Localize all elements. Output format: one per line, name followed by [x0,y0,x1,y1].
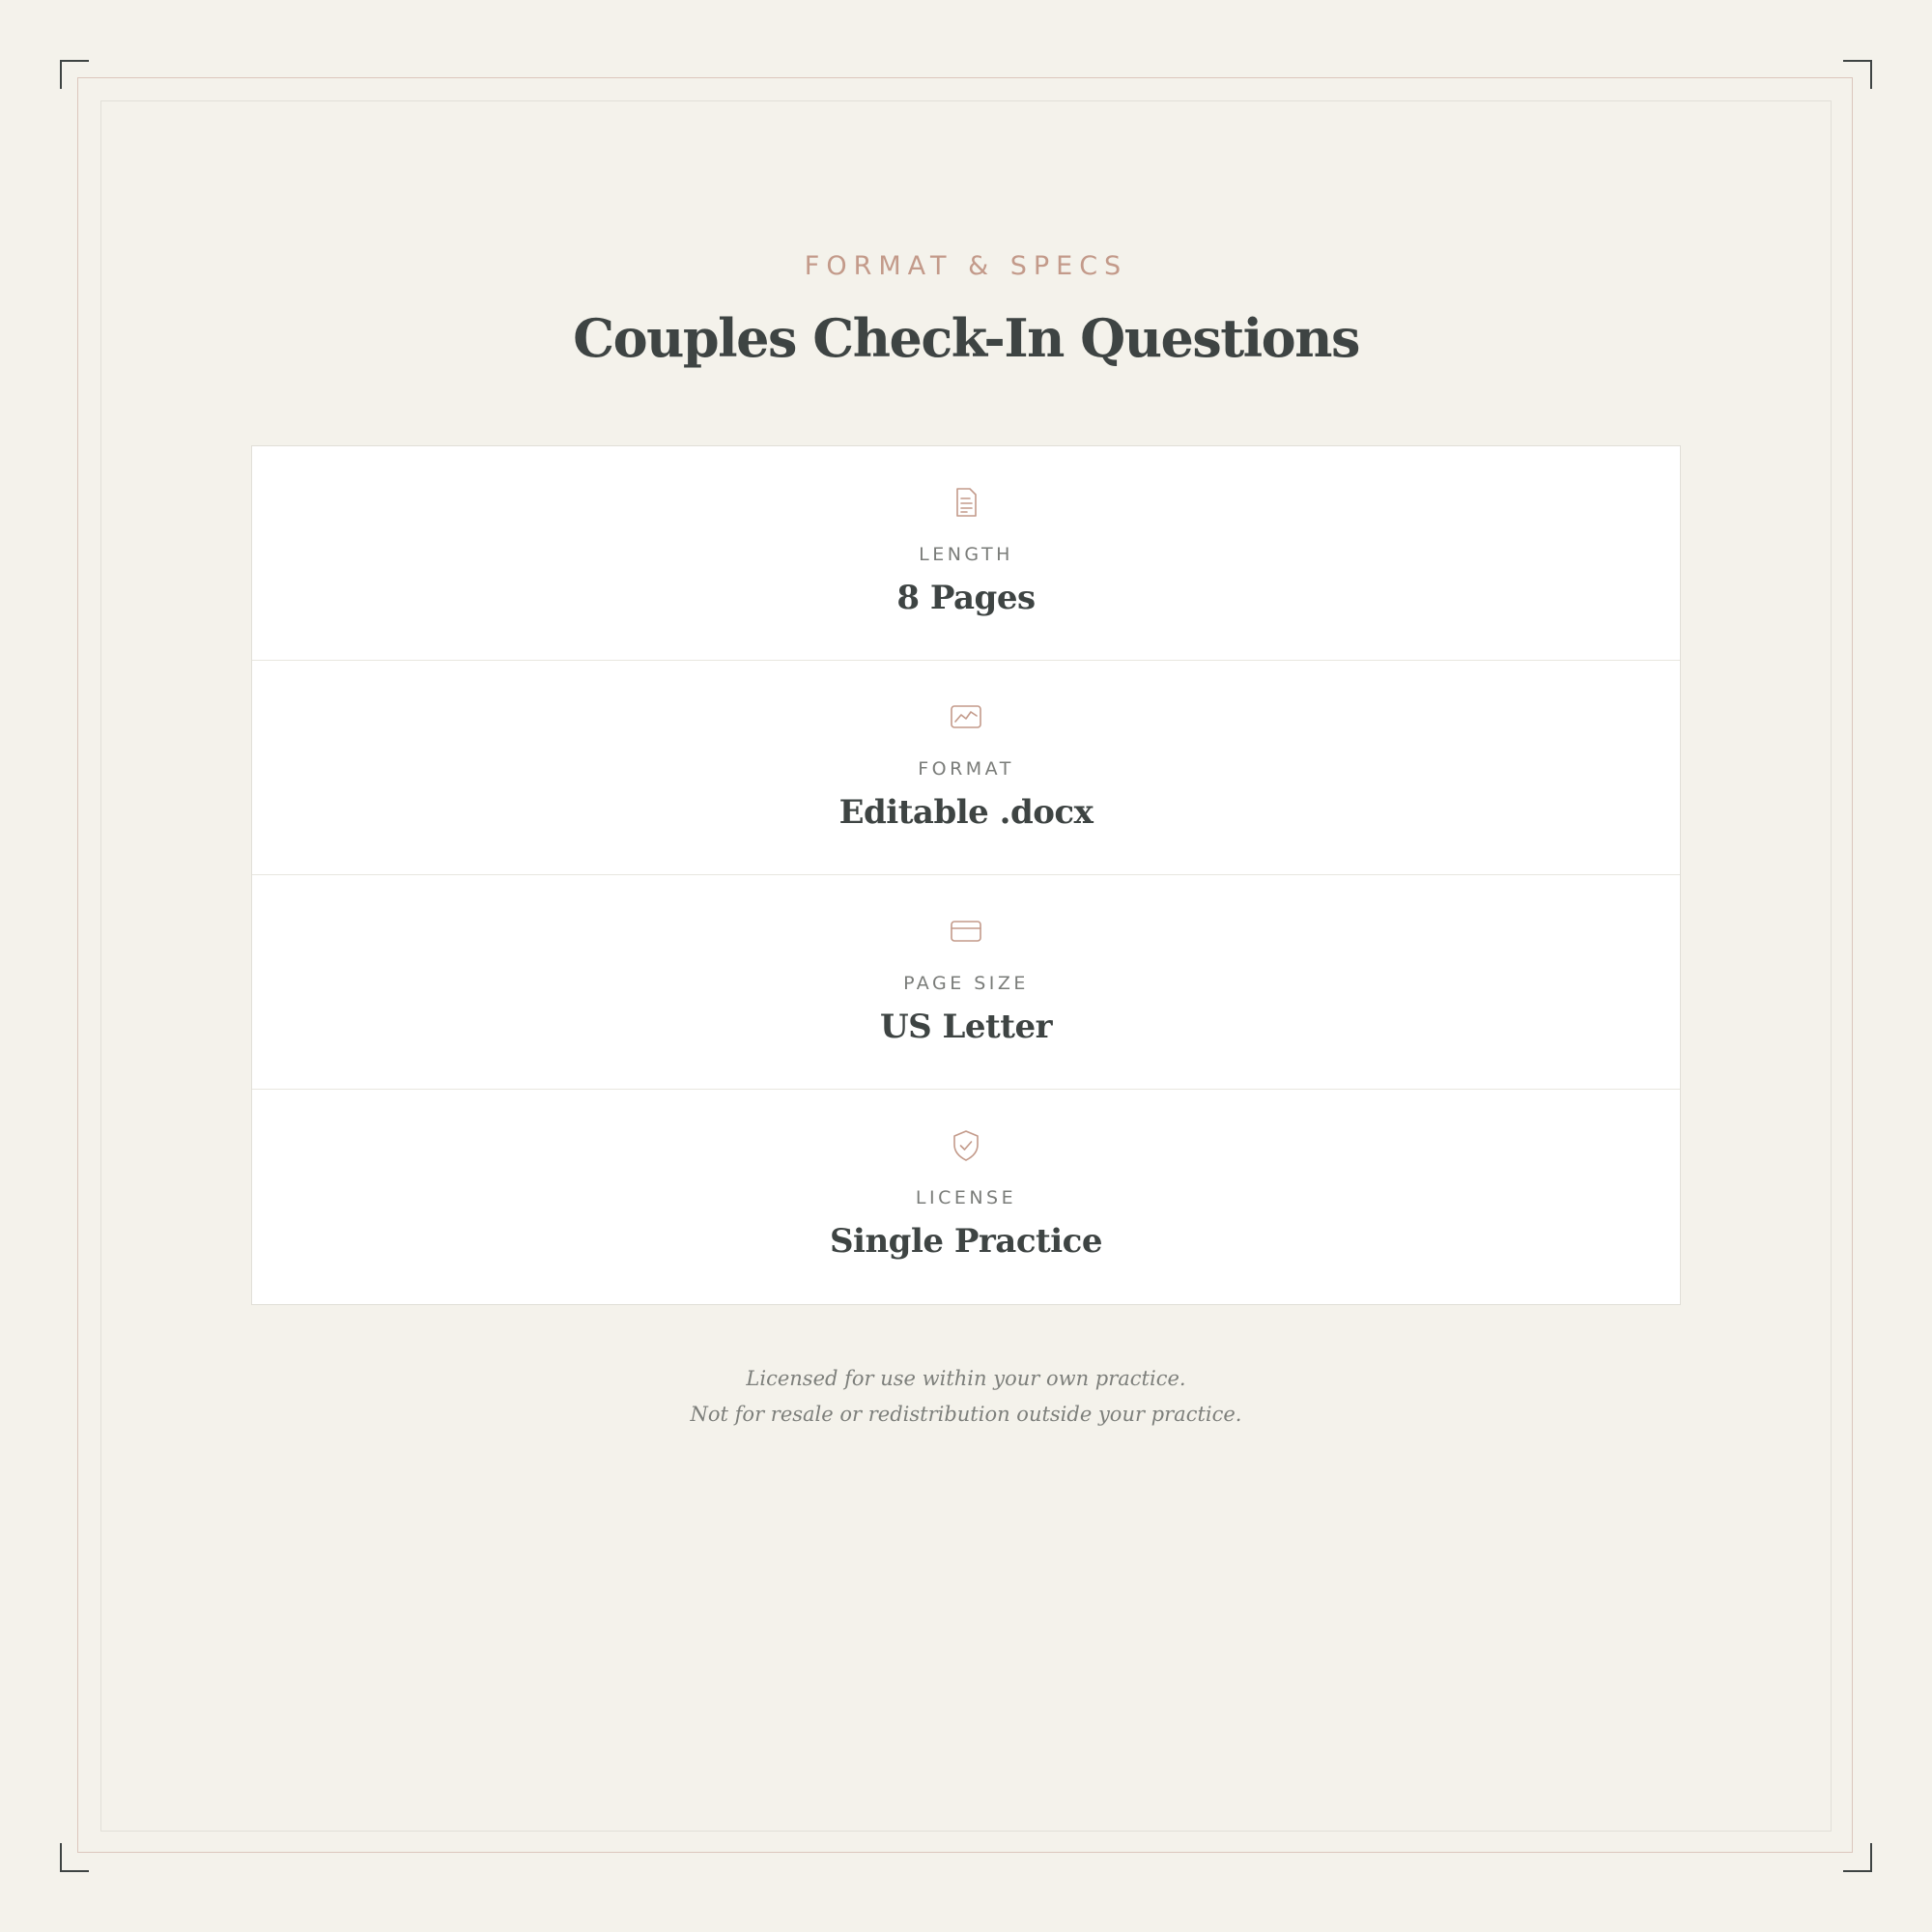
spec-row-license [252,1090,1680,1304]
spec-label: FORMAT [918,758,1014,780]
spec-row-format [252,661,1680,875]
corner-mark-bottom-right [1843,1843,1872,1872]
license-note-line-1: Licensed for use within your own practice. [746,1367,1186,1390]
spec-value: 8 Pages [896,579,1036,617]
shield-check-icon [252,1128,1680,1163]
spec-value: US Letter [879,1008,1053,1046]
corner-mark-bottom-left [60,1843,89,1872]
spec-row-length [252,446,1680,661]
section-eyebrow: FORMAT & SPECS [804,251,1128,281]
document-icon [252,485,1680,520]
corner-mark-top-left [60,60,89,89]
spec-value: Editable .docx [838,793,1094,832]
page-title: Couples Check-In Questions [573,307,1359,369]
spec-label: PAGE SIZE [903,973,1029,994]
spec-label: LENGTH [919,544,1013,565]
specs-card [251,445,1681,1305]
spec-value: Single Practice [829,1222,1102,1261]
spec-row-page-size [252,875,1680,1090]
corner-mark-top-right [1843,60,1872,89]
license-note-line-2: Not for resale or redistribution outside your practice. [690,1403,1242,1426]
spec-label: LICENSE [915,1187,1017,1208]
chart-image-icon [252,699,1680,734]
card-icon [252,914,1680,949]
